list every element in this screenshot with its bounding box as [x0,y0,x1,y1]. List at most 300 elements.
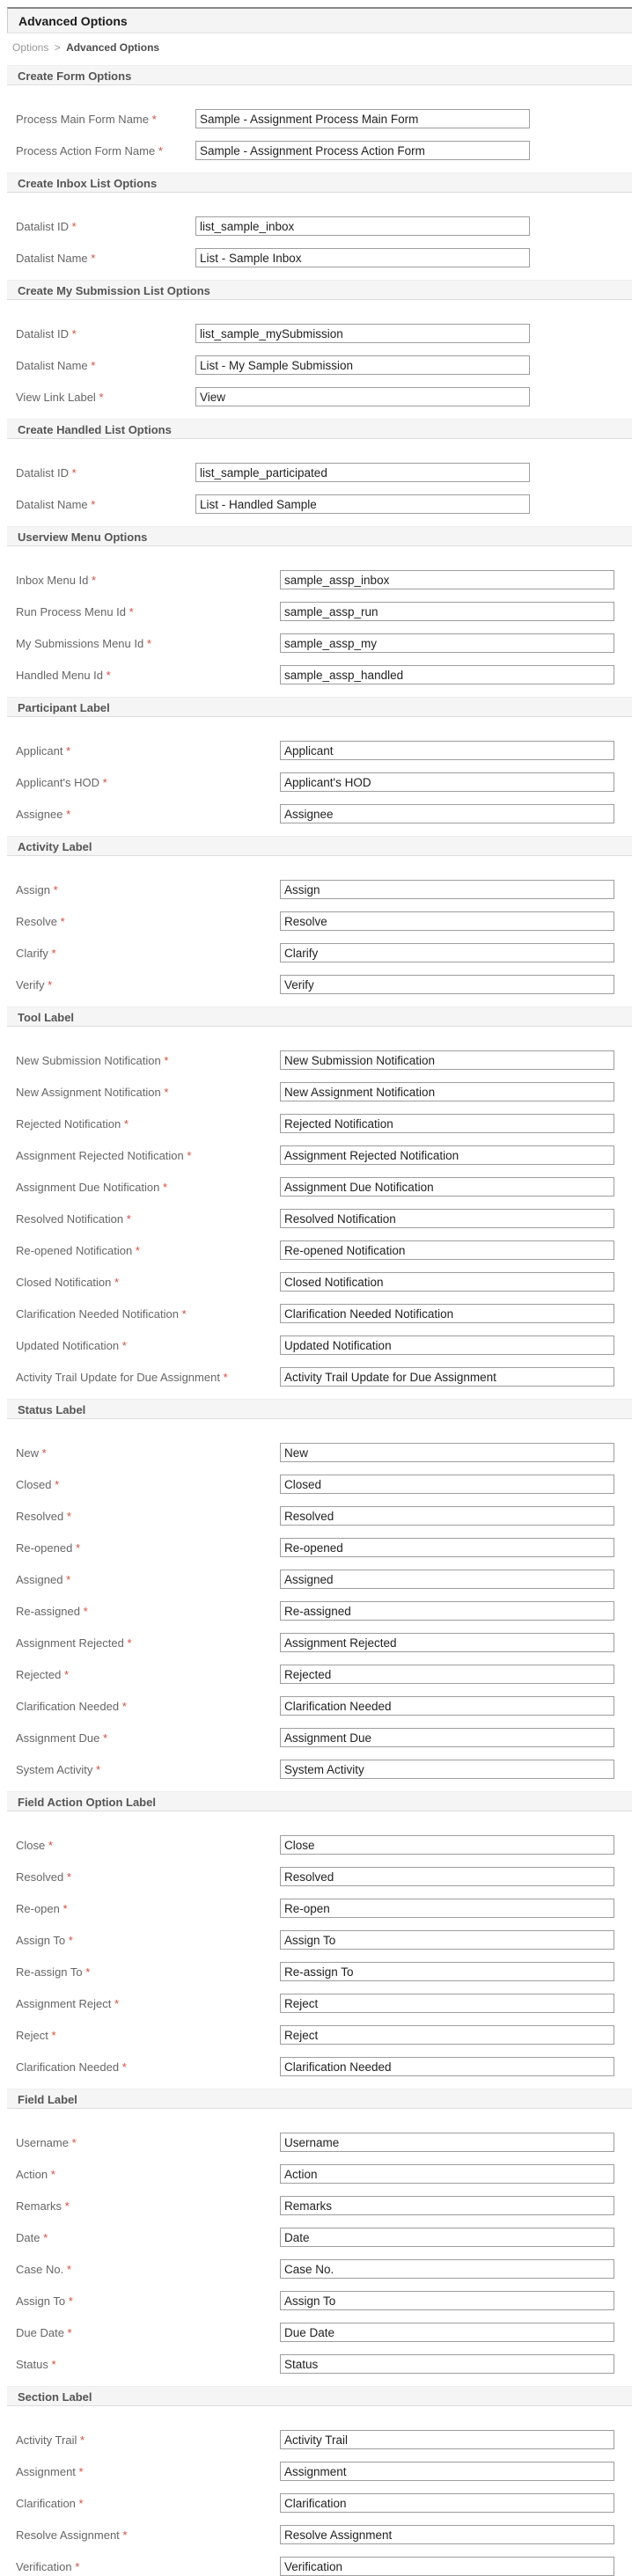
required-asterisk: * [162,1180,167,1194]
input-status-label--re-opened[interactable] [280,1538,614,1557]
section-header-create-form-options: Create Form Options [7,65,632,85]
input-section-label--activity-trail[interactable] [280,2430,614,2449]
field-row [16,570,632,589]
field-label [16,1636,280,1650]
input-tool-label--assignment-due-notification[interactable] [280,1177,614,1197]
field-label [16,2358,280,2371]
field-row [16,1962,632,1981]
input-create-handled-list-options--datalist-id[interactable] [195,463,530,482]
input-field-action-option-label--reject[interactable] [280,2025,614,2045]
field-row [16,1209,632,1228]
required-asterisk: * [66,807,71,821]
field-label-text: Resolved [16,1509,64,1523]
field-label [16,1541,280,1555]
section-header-userview-menu-options: Userview Menu Options [7,526,632,546]
input-status-label--assignment-due[interactable] [280,1728,614,1747]
input-tool-label--re-opened-notification[interactable] [280,1240,614,1260]
field-row [16,1570,632,1589]
field-label [16,2060,280,2074]
required-asterisk: * [66,1509,71,1523]
field-label-text: Resolved Notification [16,1211,124,1226]
field-label [16,605,280,618]
required-asterisk: * [66,743,71,757]
field-label-text: Status [16,2357,48,2371]
input-userview-menu-options--run-process-menu-id[interactable] [280,602,614,621]
input-activity-label--resolve[interactable] [280,911,614,931]
required-asterisk: * [102,775,107,789]
field-label [16,1997,280,2010]
required-asterisk: * [68,2294,73,2308]
required-asterisk: * [78,2464,84,2478]
required-asterisk: * [146,636,151,650]
field-label-text: Datalist ID [16,219,69,233]
input-participant-label--assignee[interactable] [280,804,614,823]
field-row [16,2164,632,2184]
input-create-handled-list-options--datalist-name[interactable] [195,494,530,514]
field-label [16,776,280,789]
section-header-activity-label: Activity Label [7,836,632,856]
required-asterisk: * [75,1540,81,1555]
required-asterisk: * [85,1965,91,1979]
field-label [16,1605,280,1618]
input-activity-label--assign[interactable] [280,880,614,899]
field-label-text: Process Action Form Name [16,143,156,157]
field-row [16,1050,632,1070]
field-label-text: Closed [16,1477,52,1491]
field-row [16,1082,632,1101]
field-label-text: Username [16,2135,69,2149]
input-field-label--due-date[interactable] [280,2323,614,2342]
breadcrumb-link-options[interactable]: Options [12,41,49,54]
field-label [16,2528,280,2542]
field-label [16,498,195,511]
field-row [16,1994,632,2013]
required-asterisk: * [83,1604,88,1618]
input-participant-label--applicant[interactable] [280,741,614,760]
field-row [16,1696,632,1716]
input-create-inbox-list-options--datalist-name[interactable] [195,248,530,267]
field-row [16,911,632,931]
required-asterisk: * [75,2559,80,2573]
section-header-create-my-submission-list-options: Create My Submission List Options [7,280,632,300]
field-label [16,1870,280,1884]
section-header-status-label: Status Label [7,1399,632,1419]
field-row [16,741,632,760]
field-label-text: New Submission Notification [16,1053,161,1067]
input-field-label--username[interactable] [280,2133,614,2152]
field-label-text: Datalist Name [16,358,88,372]
field-row [16,463,632,482]
input-status-label--assignment-rejected[interactable] [280,1633,614,1652]
required-asterisk: * [67,2325,72,2339]
required-asterisk: * [71,326,77,340]
required-asterisk: * [63,1667,69,1681]
field-row [16,602,632,621]
field-label-text: Clarification Needed Notification [16,1306,179,1321]
required-asterisk: * [103,1731,108,1745]
field-label [16,947,280,960]
field-row [16,248,632,267]
field-row [16,216,632,236]
field-label-text: Assignment Due Notification [16,1180,160,1194]
input-create-my-submission-list-options--view-link-label[interactable] [195,387,530,406]
required-asterisk: * [79,2433,85,2447]
required-asterisk: * [126,1211,131,1226]
field-row [16,1336,632,1355]
field-row [16,1538,632,1557]
input-status-label--clarification-needed[interactable] [280,1696,614,1716]
field-label-text: Clarification Needed [16,2060,120,2074]
field-label-text: Assignment Reject [16,1996,112,2010]
input-status-label--assigned[interactable] [280,1570,614,1589]
field-row [16,1272,632,1292]
field-row [16,665,632,684]
page-title: Advanced Options [7,7,632,33]
required-asterisk: * [51,946,56,960]
input-field-label--assign-to[interactable] [280,2291,614,2310]
input-field-label--case-no[interactable] [280,2259,614,2279]
field-row [16,2493,632,2513]
input-tool-label--resolved-notification[interactable] [280,1209,614,1228]
field-label-text: Applicant [16,743,63,757]
field-label [16,2294,280,2308]
input-status-label--system-activity[interactable] [280,1760,614,1779]
field-row [16,1367,632,1387]
field-label-text: Clarification Needed [16,1699,120,1713]
input-tool-label--closed-notification[interactable] [280,1272,614,1292]
breadcrumb-separator: > [54,41,61,54]
field-label-text: Resolve Assignment [16,2528,120,2542]
field-label [16,2199,280,2213]
field-label [16,1086,280,1099]
section-header-create-handled-list-options: Create Handled List Options [7,419,632,439]
field-row [16,1728,632,1747]
required-asterisk: * [96,1762,101,1776]
input-userview-menu-options--handled-menu-id[interactable] [280,665,614,684]
field-label-text: Remarks [16,2199,62,2213]
required-asterisk: * [78,2496,84,2510]
field-label-text: Inbox Menu Id [16,573,89,587]
input-section-label--verification[interactable] [280,2557,614,2576]
field-label-text: Applicant's HOD [16,775,99,789]
required-asterisk: * [181,1306,187,1321]
field-label-text: Assign To [16,1933,66,1947]
field-label-text: Close [16,1838,46,1852]
field-label-text: Process Main Form Name [16,112,149,126]
field-row [16,804,632,823]
input-userview-menu-options--inbox-menu-id[interactable] [280,570,614,589]
field-label [16,1244,280,1257]
field-row [16,1835,632,1855]
field-label [16,808,280,821]
field-label [16,1965,280,1979]
input-field-action-option-label--close[interactable] [280,1835,614,1855]
input-field-label--status[interactable] [280,2354,614,2374]
required-asterisk: * [48,977,53,992]
field-label-text: Updated Notification [16,1338,120,1352]
field-row [16,2323,632,2342]
input-field-action-option-label--assignment-reject[interactable] [280,1994,614,2013]
field-row [16,2430,632,2449]
field-row [16,141,632,160]
required-asterisk: * [53,882,58,896]
field-label [16,1573,280,1586]
field-row [16,2025,632,2045]
field-label-text: Assignment Due [16,1731,100,1745]
field-label-text: Activity Trail [16,2433,77,2447]
input-tool-label--assignment-rejected-notification[interactable] [280,1145,614,1165]
field-row [16,2057,632,2076]
field-label-text: View Link Label [16,390,96,404]
required-asterisk: * [68,1933,73,1947]
field-label [16,1700,280,1713]
field-label [16,2433,280,2447]
field-label-text: Assignee [16,807,63,821]
field-label [16,1371,280,1384]
input-tool-label--clarification-needed-notification[interactable] [280,1304,614,1323]
field-label [16,1902,280,1915]
field-label-text: Verify [16,977,45,992]
required-asterisk: * [91,358,96,372]
required-asterisk: * [127,1636,132,1650]
section-header-field-label: Field Label [7,2089,632,2109]
input-status-label--resolved[interactable] [280,1506,614,1526]
field-label-text: Reject [16,2028,48,2042]
input-tool-label--rejected-notification[interactable] [280,1114,614,1133]
input-section-label--assignment[interactable] [280,2462,614,2481]
field-label-text: Run Process Menu Id [16,604,127,618]
input-tool-label--activity-trail-update-for-due-assignment[interactable] [280,1367,614,1387]
field-label [16,1763,280,1776]
field-row [16,1443,632,1462]
field-label [16,2560,280,2573]
field-label [16,1276,280,1289]
field-label-text: Datalist Name [16,497,88,511]
field-label-text: Re-opened [16,1540,73,1555]
field-row [16,772,632,792]
required-asterisk: * [60,914,65,928]
field-row [16,2228,632,2247]
required-asterisk: * [48,1838,53,1852]
field-label-text: Case No. [16,2262,64,2276]
field-row [16,324,632,343]
input-status-label--closed[interactable] [280,1475,614,1494]
required-asterisk: * [151,112,157,126]
field-row [16,1114,632,1133]
section-header-participant-label: Participant Label [7,697,632,717]
required-asterisk: * [187,1148,192,1162]
input-field-action-option-label--assign-to[interactable] [280,1930,614,1950]
field-label-text: Date [16,2230,40,2244]
required-asterisk: * [223,1370,228,1384]
field-label [16,744,280,757]
field-label [16,978,280,992]
field-label [16,1117,280,1131]
field-label [16,1149,280,1162]
field-label-text: Due Date [16,2325,64,2339]
required-asterisk: * [121,1699,127,1713]
field-row [16,1475,632,1494]
input-userview-menu-options--my-submissions-menu-id[interactable] [280,633,614,653]
field-label-text: Datalist ID [16,465,69,479]
field-label [16,327,195,340]
field-label [16,252,195,265]
required-asterisk: * [122,2528,128,2542]
required-asterisk: * [55,1477,60,1491]
field-label-text: Clarification [16,2496,76,2510]
field-row [16,2133,632,2152]
input-create-form-options--process-main-form-name[interactable] [195,109,530,128]
field-row [16,1506,632,1526]
field-label [16,1339,280,1352]
field-row [16,1304,632,1323]
field-label [16,1731,280,1745]
field-label [16,1054,280,1067]
required-asterisk: * [123,1116,129,1131]
input-field-label--remarks[interactable] [280,2196,614,2215]
field-row [16,1633,632,1652]
field-label-text: Resolve [16,914,57,928]
field-row [16,2525,632,2544]
input-field-label--action[interactable] [280,2164,614,2184]
field-label [16,2326,280,2339]
field-label-text: Assign [16,882,51,896]
input-participant-label--applicant-s-hod[interactable] [280,772,614,792]
field-label [16,669,280,682]
breadcrumb-current: Advanced Options [66,41,160,54]
field-row [16,1240,632,1260]
field-label [16,2029,280,2042]
required-asterisk: * [51,2357,56,2371]
field-label-text: My Submissions Menu Id [16,636,144,650]
field-label-text: Action [16,2167,48,2181]
field-row [16,2291,632,2310]
required-asterisk: * [71,2135,77,2149]
input-create-my-submission-list-options--datalist-name[interactable] [195,355,530,375]
field-label [16,1307,280,1321]
form-area [7,65,632,2576]
field-label [16,144,195,157]
input-section-label--resolve-assignment[interactable] [280,2525,614,2544]
field-label [16,883,280,896]
field-label [16,1446,280,1460]
field-row [16,2462,632,2481]
required-asterisk: * [164,1085,169,1099]
input-field-label--date[interactable] [280,2228,614,2247]
field-label [16,466,195,479]
field-row [16,1760,632,1779]
field-label [16,1181,280,1194]
field-label-text: Datalist ID [16,326,69,340]
input-activity-label--verify[interactable] [280,975,614,994]
field-row [16,633,632,653]
field-row [16,2259,632,2279]
field-label [16,1934,280,1947]
required-asterisk: * [71,219,77,233]
required-asterisk: * [64,2199,70,2213]
required-asterisk: * [106,668,111,682]
required-asterisk: * [114,1275,120,1289]
input-section-label--clarification[interactable] [280,2493,614,2513]
field-label-text: Closed Notification [16,1275,112,1289]
field-label [16,1510,280,1523]
field-row [16,975,632,994]
required-asterisk: * [50,2167,55,2181]
field-row [16,2196,632,2215]
field-label-text: Verification [16,2559,72,2573]
field-label [16,1668,280,1681]
field-label-text: Assigned [16,1572,63,1586]
field-row [16,2354,632,2374]
required-asterisk: * [51,2028,56,2042]
field-label [16,220,195,233]
field-row [16,943,632,962]
input-status-label--re-assigned[interactable] [280,1601,614,1621]
field-label-text: Assignment [16,2464,76,2478]
input-activity-label--clarify[interactable] [280,943,614,962]
input-create-inbox-list-options--datalist-id[interactable] [195,216,530,236]
input-field-action-option-label--resolved[interactable] [280,1867,614,1886]
input-tool-label--updated-notification[interactable] [280,1336,614,1355]
field-row [16,1665,632,1684]
field-label-text: Activity Trail Update for Due Assignment [16,1370,220,1384]
input-create-my-submission-list-options--datalist-id[interactable] [195,324,530,343]
field-label [16,359,195,372]
field-row [16,494,632,514]
section-header-tool-label: Tool Label [7,1006,632,1027]
required-asterisk: * [135,1243,140,1257]
field-label-text: System Activity [16,1762,93,1776]
required-asterisk: * [158,143,163,157]
required-asterisk: * [164,1053,169,1067]
field-label [16,2136,280,2149]
field-label-text: Resolved [16,1870,64,1884]
input-field-action-option-label--re-assign-to[interactable] [280,1962,614,1981]
field-label-text: Re-opened Notification [16,1243,133,1257]
field-label [16,2231,280,2244]
field-label [16,1478,280,1491]
field-label-text: Datalist Name [16,251,88,265]
field-row [16,1601,632,1621]
required-asterisk: * [66,1870,71,1884]
required-asterisk: * [92,573,97,587]
field-label [16,637,280,650]
field-label-text: Re-open [16,1901,60,1915]
input-field-action-option-label--re-open[interactable] [280,1899,614,1918]
required-asterisk: * [129,604,134,618]
input-tool-label--new-assignment-notification[interactable] [280,1082,614,1101]
field-label-text: New Assignment Notification [16,1085,161,1099]
input-create-form-options--process-action-form-name[interactable] [195,141,530,160]
field-label [16,113,195,126]
input-status-label--new[interactable] [280,1443,614,1462]
input-field-action-option-label--clarification-needed[interactable] [280,2057,614,2076]
input-status-label--rejected[interactable] [280,1665,614,1684]
required-asterisk: * [43,2230,48,2244]
field-label-text: Handled Menu Id [16,668,104,682]
field-label [16,915,280,928]
field-label [16,391,195,404]
field-row [16,1930,632,1950]
required-asterisk: * [71,465,77,479]
input-tool-label--new-submission-notification[interactable] [280,1050,614,1070]
field-label-text: Re-assign To [16,1965,83,1979]
field-label-text: Rejected Notification [16,1116,121,1131]
field-label-text: Rejected [16,1667,62,1681]
required-asterisk: * [91,251,96,265]
required-asterisk: * [62,1901,68,1915]
required-asterisk: * [91,497,96,511]
